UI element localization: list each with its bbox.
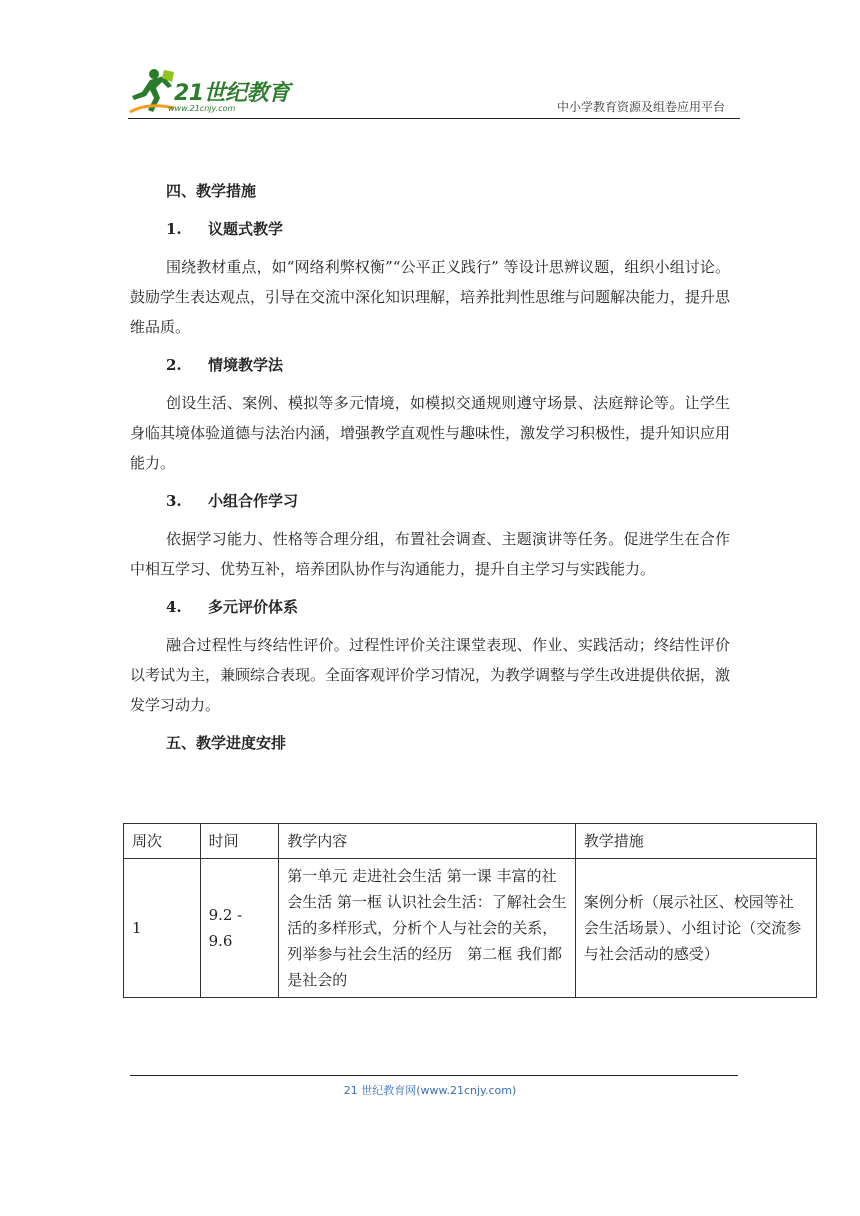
item-number: 1. [166, 220, 182, 238]
subsection-heading [130, 214, 730, 244]
table-header-cell: 周次 [124, 824, 201, 859]
paragraph: 融合过程性与终结性评价。过程性评价关注课堂表现、作业、实践活动；终结性评价以考试为主，兼顾综合表现。全面客观评价学习情况，为教学调整与学生改进提供依据，激发学习动力。 [130, 636, 731, 714]
content-cell: 第一单元 走进社会生活 第一课 丰富的社会生活 第一框 认识社会生活：了解社会生活的多样形式，分析个人与社会的关系，列举参与社会生活的经历 第二框 我们都是社会的 [279, 859, 576, 998]
paragraph: 围绕教材重点，如“网络利弊权衡”“公平正义践行” 等设计思辨议题，组织小组讨论。鼓励学生表达观点，引导在交流中深化知识理解，培养批判性思维与问题解决能力，提升思维品质。 [130, 258, 731, 336]
platform-name: 中小学教育资源及组卷应用平台 [556, 100, 725, 114]
page-header [128, 66, 740, 120]
paragraph: 创设生活、案例、模拟等多元情境，如模拟交通规则遵守场景、法庭辩论等。让学生身临其境体验道德与法治内涵，增强教学直观性与趣味性，激发学习积极性，提升知识应用能力。 [130, 394, 731, 472]
table-header-cell: 教学措施 [575, 824, 816, 859]
document-body [130, 176, 730, 766]
footer-divider [130, 1075, 738, 1076]
item-number: 2. [166, 356, 182, 374]
header-divider [128, 118, 740, 119]
table-header-cell: 教学内容 [279, 824, 576, 859]
method-cell: 案例分析（展示社区、校园等社会生活场景）、小组讨论（交流参与社会活动的感受） [575, 859, 816, 998]
subsection-heading [130, 350, 730, 380]
section-heading: 四、教学措施 [166, 182, 257, 200]
item-title: 议题式教学 [208, 220, 284, 238]
item-title: 小组合作学习 [208, 492, 299, 510]
subsection-heading [130, 486, 730, 516]
section-heading: 五、教学进度安排 [166, 734, 287, 752]
schedule-table [123, 823, 817, 998]
table-header-cell: 时间 [200, 824, 279, 859]
logo-url: www.21cnjy.com [168, 104, 236, 113]
item-title: 多元评价体系 [208, 598, 299, 616]
subsection-heading [130, 592, 730, 622]
logo-text: 21世纪教育 [174, 81, 290, 106]
item-number: 3. [166, 492, 182, 510]
item-title: 情境教学法 [208, 356, 284, 374]
footer-link[interactable]: 21 世纪教育网(www.21cnjy.com) [343, 1084, 517, 1097]
time-cell: 9.2 - 9.6 [200, 859, 279, 998]
table-row [124, 859, 817, 998]
week-cell: 1 [124, 859, 201, 998]
item-number: 4. [166, 598, 182, 616]
table-header-row [124, 824, 817, 859]
logo [128, 66, 298, 118]
paragraph: 依据学习能力、性格等合理分组，布置社会调查、主题演讲等任务。促进学生在合作中相互学习、优势互补，培养团队协作与沟通能力，提升自主学习与实践能力。 [130, 530, 730, 578]
